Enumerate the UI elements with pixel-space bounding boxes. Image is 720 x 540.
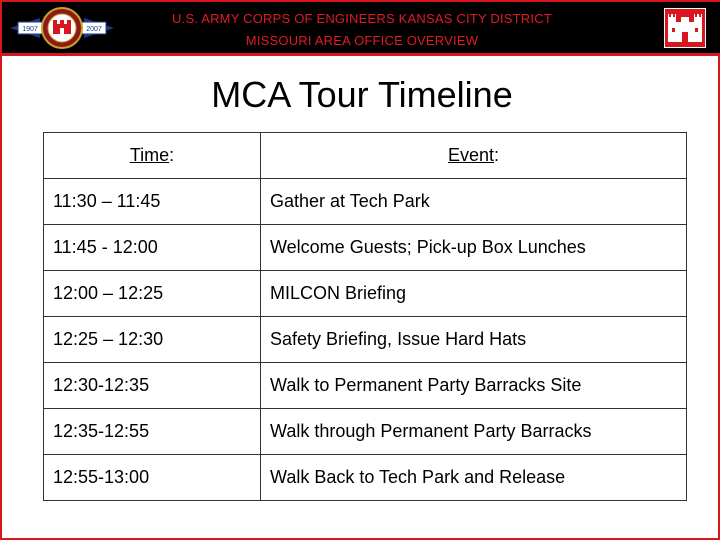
column-header-time (44, 133, 261, 179)
table-row (44, 317, 687, 363)
event-cell: Walk Back to Tech Park and Release (261, 455, 687, 501)
column-header-time-label: Time (129, 145, 170, 165)
emblem-right-year: 2007 (86, 26, 102, 33)
event-cell: Welcome Guests; Pick-up Box Lunches (261, 225, 687, 271)
time-cell: 11:45 - 12:00 (44, 225, 261, 271)
column-header-event-suffix: : (494, 145, 500, 165)
event-cell: Safety Briefing, Issue Hard Hats (261, 317, 687, 363)
slide-header (2, 2, 720, 56)
column-header-event (261, 133, 687, 179)
table-row (44, 455, 687, 501)
event-cell: Walk to Permanent Party Barracks Site (261, 363, 687, 409)
time-cell: 12:35-12:55 (44, 409, 261, 455)
event-cell: Walk through Permanent Party Barracks (261, 409, 687, 455)
table-row (44, 409, 687, 455)
time-cell: 11:30 – 11:45 (44, 179, 261, 225)
time-cell: 12:00 – 12:25 (44, 271, 261, 317)
table-header-row (44, 133, 687, 179)
table-row (44, 225, 687, 271)
event-cell: MILCON Briefing (261, 271, 687, 317)
slide-title: MCA Tour Timeline (211, 74, 513, 115)
header-organization: U.S. ARMY CORPS OF ENGINEERS KANSAS CITY DISTRICT (172, 11, 552, 26)
emblem-left-year: 1907 (22, 26, 38, 33)
timeline-table (43, 132, 687, 501)
header-subtitle: MISSOURI AREA OFFICE OVERVIEW (245, 33, 479, 48)
column-header-event-label: Event (447, 145, 494, 165)
table-row (44, 271, 687, 317)
column-header-time-suffix: : (169, 145, 175, 165)
time-cell: 12:30-12:35 (44, 363, 261, 409)
time-cell: 12:25 – 12:30 (44, 317, 261, 363)
time-cell: 12:55-13:00 (44, 455, 261, 501)
table-row (44, 179, 687, 225)
table-row (44, 363, 687, 409)
castle-icon (664, 8, 706, 48)
event-cell: Gather at Tech Park (261, 179, 687, 225)
